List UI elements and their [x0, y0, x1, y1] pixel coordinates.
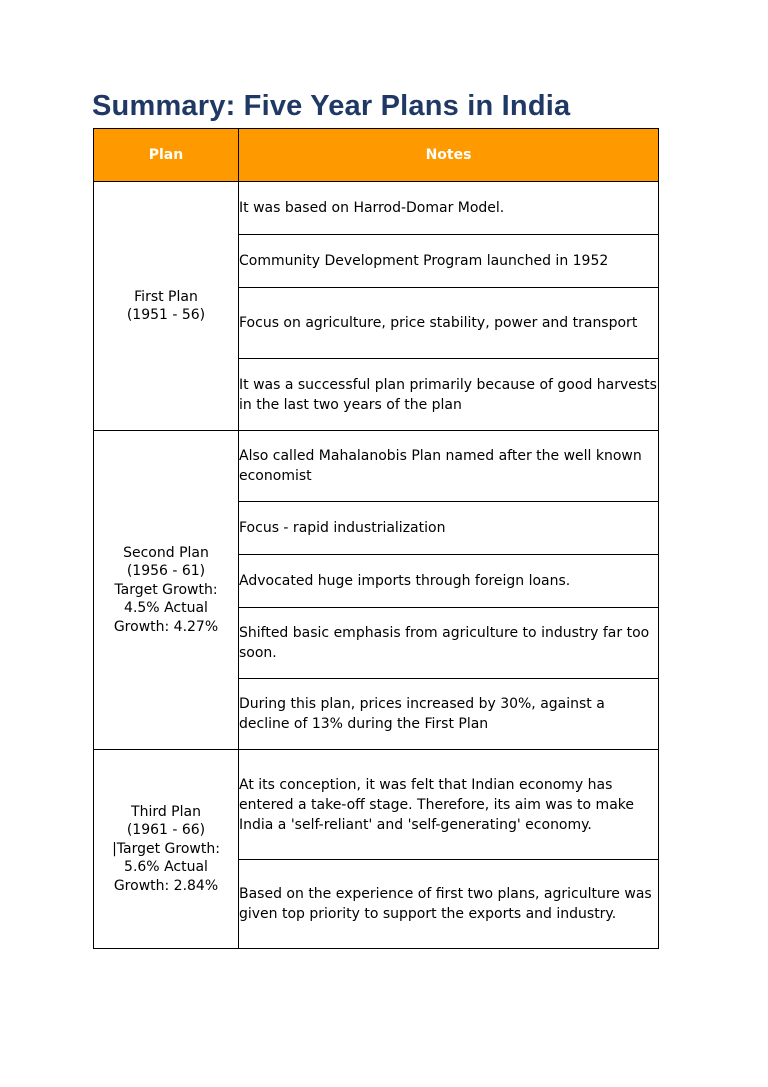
table-header-row: [94, 129, 659, 182]
note-cell: It was a successful plan primarily because of good harvests in the last two years of the plan: [239, 359, 659, 431]
note-cell: Focus - rapid industrialization: [239, 502, 659, 555]
note-cell: At its conception, it was felt that Indian economy has entered a take-off stage. Therefore, its aim was to make India a 'self-reliant' and 'self-generating' economy.: [239, 750, 659, 860]
note-cell: Based on the experience of first two plans, agriculture was given top priority to support the exports and industry.: [239, 860, 659, 949]
plan-target-value: 5.6% Actual: [124, 859, 208, 876]
note-cell: Community Development Program launched in 1952: [239, 235, 659, 288]
plan-name: First Plan: [134, 288, 198, 305]
plan-name: Third Plan: [131, 803, 201, 820]
plan-target: |Target Growth:: [112, 840, 220, 857]
plan-cell-second: [94, 431, 239, 750]
table-row: [94, 750, 659, 860]
plan-cell-first: [94, 182, 239, 431]
plan-years: (1956 - 61): [126, 563, 206, 580]
page-title: Summary: Five Year Plans in India: [92, 90, 571, 122]
header-notes: Notes: [239, 129, 659, 182]
plans-table: [93, 128, 659, 949]
plan-actual: Growth: 2.84%: [113, 877, 219, 894]
plan-target: Target Growth:: [114, 581, 218, 598]
note-cell: Shifted basic emphasis from agriculture to industry far too soon.: [239, 608, 659, 679]
note-cell: During this plan, prices increased by 30%, against a decline of 13% during the First Plan: [239, 679, 659, 750]
table-row: [94, 182, 659, 235]
plan-name: Second Plan: [123, 544, 209, 561]
note-cell: It was based on Harrod-Domar Model.: [239, 182, 659, 235]
table-row: [94, 431, 659, 502]
plan-years: (1951 - 56): [126, 307, 206, 323]
note-cell: Advocated huge imports through foreign loans.: [239, 555, 659, 608]
plan-actual: Growth: 4.27%: [113, 618, 219, 635]
plan-years: (1961 - 66): [126, 822, 206, 839]
note-cell: Also called Mahalanobis Plan named after the well known economist: [239, 431, 659, 502]
header-plan: Plan: [94, 129, 239, 182]
note-cell: Focus on agriculture, price stability, power and transport: [239, 288, 659, 359]
plan-target-value: 4.5% Actual: [124, 600, 208, 617]
plan-cell-third: [94, 750, 239, 949]
